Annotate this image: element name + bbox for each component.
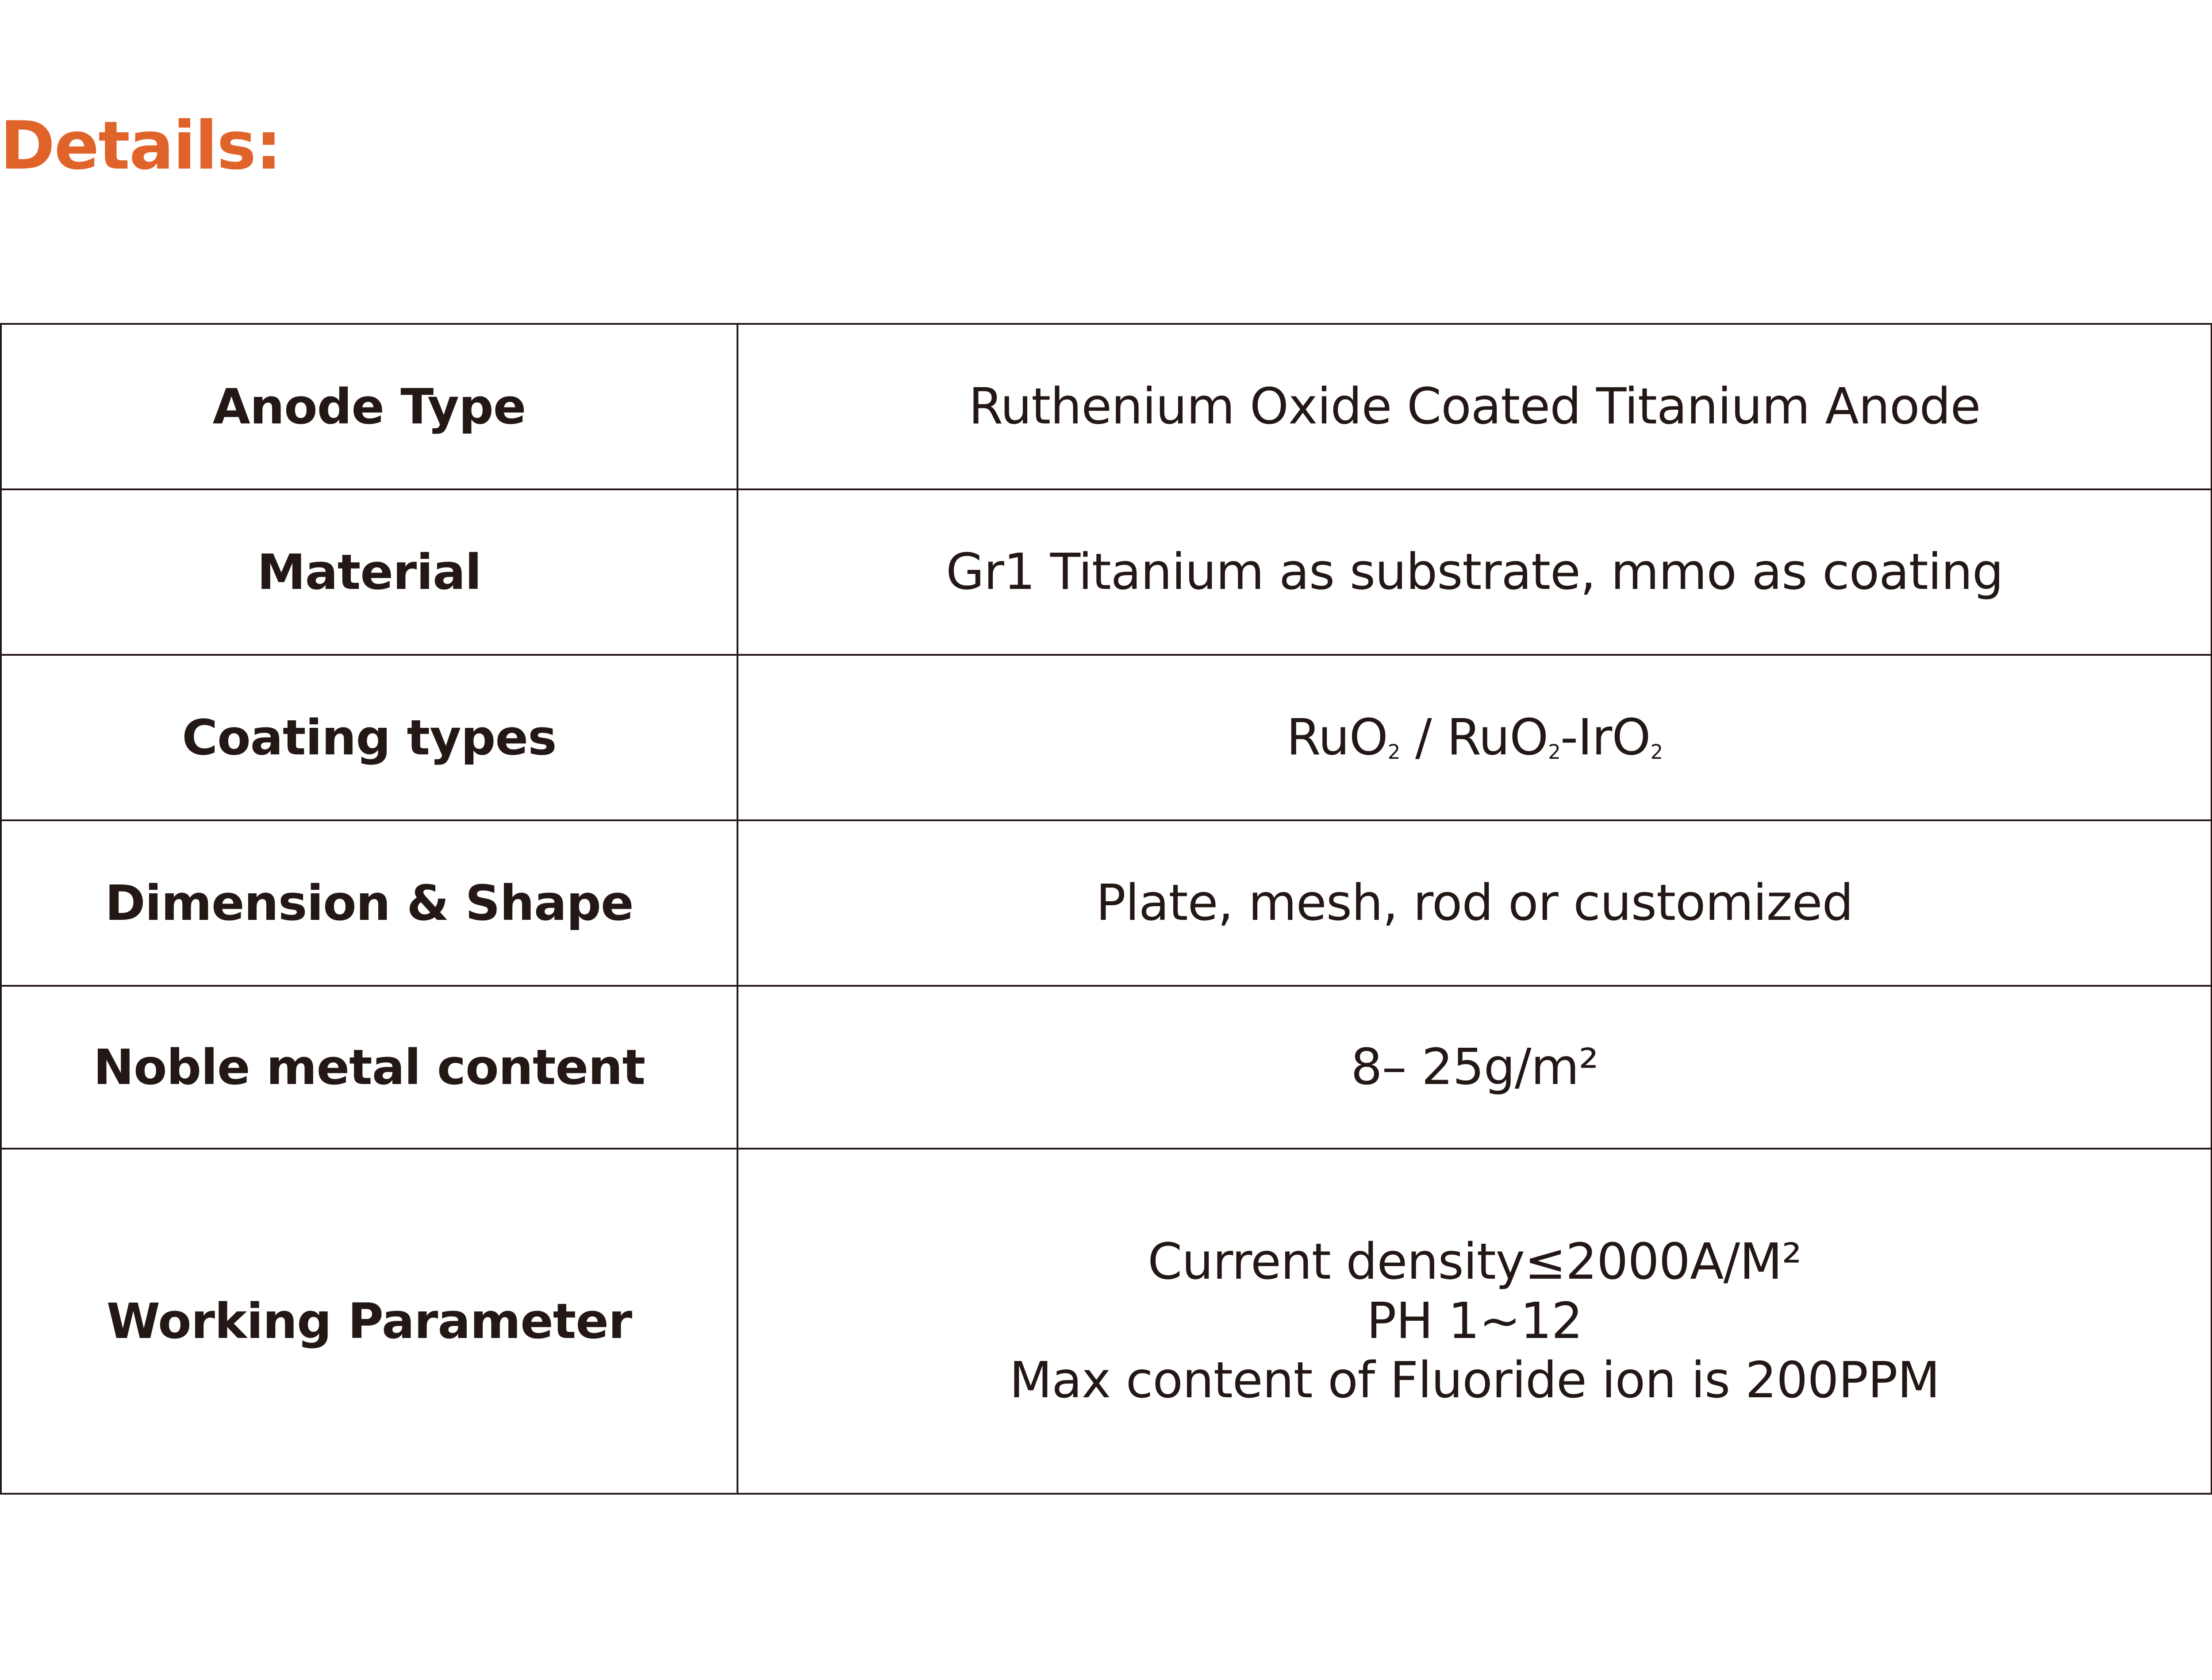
formula-subscript: 2 xyxy=(1650,740,1663,764)
row-value-coating-types xyxy=(737,655,2212,820)
table-row xyxy=(1,655,2212,820)
row-label-noble-metal-content: Noble metal content xyxy=(1,986,737,1149)
formula-part: / RuO xyxy=(1400,709,1548,766)
row-label-material: Material xyxy=(1,489,737,655)
specification-table xyxy=(0,323,2212,1495)
table-row xyxy=(1,820,2212,986)
row-label-dimension-shape: Dimension & Shape xyxy=(1,820,737,986)
row-value-anode-type: Ruthenium Oxide Coated Titanium Anode xyxy=(737,324,2212,489)
table-row xyxy=(1,489,2212,655)
table-row xyxy=(1,324,2212,489)
parameter-line-ph: PH 1~12 xyxy=(1367,1292,1582,1350)
formula-part: RuO xyxy=(1286,709,1388,766)
formula-subscript: 2 xyxy=(1387,740,1400,764)
row-value-noble-metal-content: 8– 25g/m² xyxy=(737,986,2212,1149)
table-row xyxy=(1,1149,2212,1494)
parameter-line-fluoride: Max content of Fluoride ion is 200PPM xyxy=(1009,1352,1940,1409)
row-label-anode-type: Anode Type xyxy=(1,324,737,489)
row-label-working-parameter: Working Parameter xyxy=(1,1149,737,1494)
row-value-working-parameter xyxy=(737,1149,2212,1494)
table-row xyxy=(1,986,2212,1149)
page-title: Details: xyxy=(0,108,281,185)
formula-part: -IrO xyxy=(1560,709,1651,766)
formula-subscript: 2 xyxy=(1548,740,1560,764)
row-value-material: Gr1 Titanium as substrate, mmo as coating xyxy=(737,489,2212,655)
parameter-line-current-density: Current density≤2000A/M² xyxy=(1148,1233,1801,1291)
row-value-dimension-shape: Plate, mesh, rod or customized xyxy=(737,820,2212,986)
row-label-coating-types: Coating types xyxy=(1,655,737,820)
